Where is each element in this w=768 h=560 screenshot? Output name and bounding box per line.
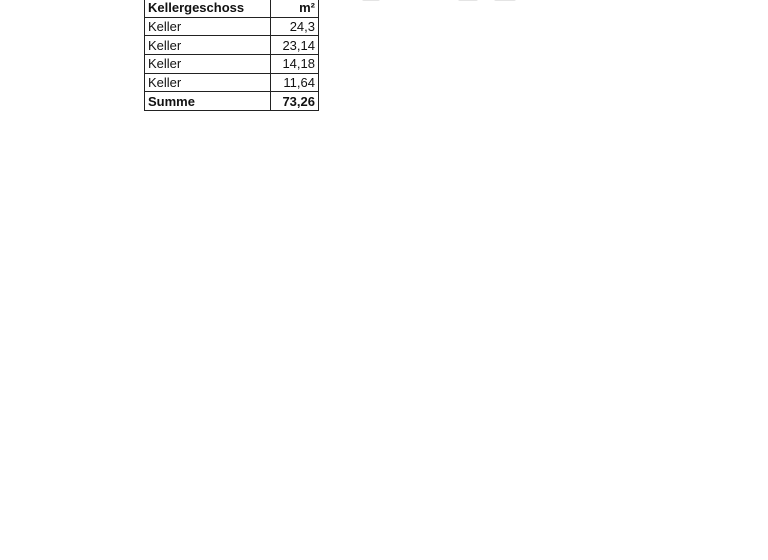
total-value-cell: 73,26 xyxy=(271,92,319,111)
total-label-cell: Summe xyxy=(145,92,271,111)
header-floor-cell: Kellergeschoss xyxy=(145,0,271,17)
room-name-cell: Keller xyxy=(145,55,271,74)
header-unit-cell: m² xyxy=(271,0,319,17)
room-area-cell: 24,3 xyxy=(271,17,319,36)
table-row xyxy=(145,73,319,92)
room-area-cell: 23,14 xyxy=(271,36,319,55)
room-name-cell: Keller xyxy=(145,17,271,36)
faint-scan-mark xyxy=(458,0,478,1)
table-row xyxy=(145,36,319,55)
table-total-row xyxy=(145,92,319,111)
area-table xyxy=(144,0,319,111)
table-header-row xyxy=(145,0,319,17)
room-area-cell: 11,64 xyxy=(271,73,319,92)
table-row xyxy=(145,17,319,36)
room-name-cell: Keller xyxy=(145,73,271,92)
room-name-cell: Keller xyxy=(145,36,271,55)
room-area-cell: 14,18 xyxy=(271,55,319,74)
faint-scan-mark xyxy=(362,0,380,1)
faint-scan-mark xyxy=(494,0,516,1)
table-row xyxy=(145,55,319,74)
